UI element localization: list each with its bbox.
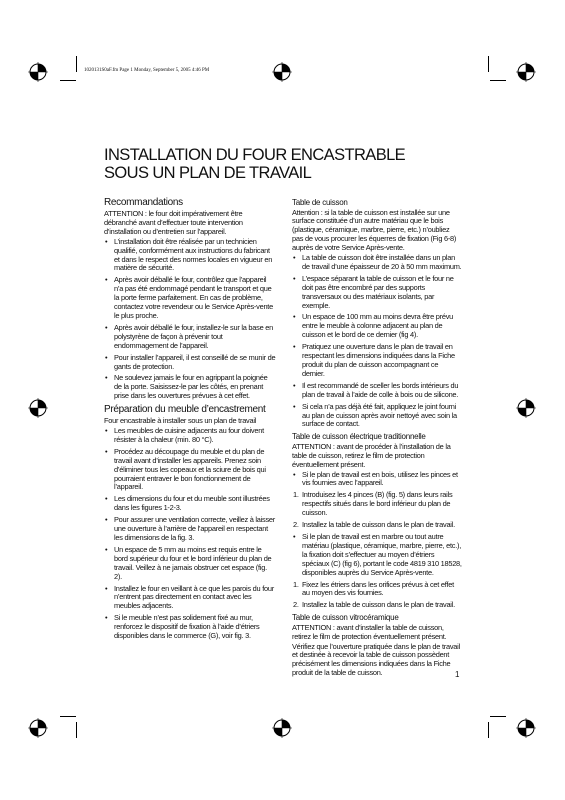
section-heading-recommandations: Recommandations — [104, 197, 183, 208]
section-heading-vitroceramique: Table de cuisson vitrocéramique — [292, 613, 399, 623]
crop-mark — [76, 722, 77, 738]
step-item: 1. Introduisez les 4 pinces (B) (fig. 5) dans leurs rails respectifs situés dans le bord inférieur du plan de cuisson. — [293, 490, 453, 518]
list-item: • Les meubles de cuisine adjacents au four doivent résister à la chaleur (min. 80 °C). — [105, 426, 264, 444]
electrique-bullet-list — [292, 471, 462, 489]
list-item: • L’espace séparant la table de cuisson et le four ne doit pas être encombré par des supports transversaux ou des matériaux isolants, par exemple. — [293, 273, 454, 310]
registration-mark-icon — [516, 398, 536, 418]
preparation-list — [104, 427, 276, 641]
list-item: • Les dimensions du four et du meuble sont illustrées dans les figures 1-2-3. — [105, 494, 270, 513]
crop-mark — [488, 722, 489, 738]
list-item: • Procédez au découpage du meuble et du plan de travail avant d’installer les appareils. Prenez soin d’éliminer tous les copeaux et la sciure de bois qui pourraient entraver le bon fonctionnement de l’appareil. — [105, 446, 266, 492]
recommandations-list — [104, 238, 276, 401]
crop-mark — [488, 56, 489, 72]
list-item: • Pour assurer une ventilation correcte, veillez à laisser une ouverture à l’arrière de l’appareil en respectant les dimensions de la fig. 3. — [105, 515, 275, 542]
crop-mark — [76, 56, 77, 72]
crop-mark — [60, 716, 76, 717]
section-heading-table-cuisson: Table de cuisson — [292, 198, 348, 207]
registration-mark-icon — [28, 62, 48, 82]
list-item: • L’installation doit être réalisée par un technicien qualifié, conformément aux instructions du fabricant et dans le respect des normes locales en vigueur en matière de sécurité. — [105, 236, 273, 273]
list-item: • La table de cuisson doit être installée dans un plan de travail d’une épaisseur de 20 à 50 mm maximum. — [293, 253, 462, 271]
electrique-bullet-list-2 — [292, 533, 462, 578]
list-item: • Après avoir déballé le four, contrôlez que l’appareil n’a pas été endommagé pendant le transport et que la porte ferme parfaitement. En cas de problème, contactez votre revendeur ou le Service Après-vente le plus proche. — [105, 275, 273, 320]
registration-mark-icon — [516, 718, 536, 738]
list-item: • Si le plan de travail est en marbre ou tout autre matériau (plastique, céramique, marbre, pierre, etc.), la fixation doit s’effectuer au moyen d’étriers spéciaux (C) (fig 6), portant le code 4819 310 18528, disponibles auprès du Service Après-vente. — [293, 532, 462, 577]
registration-mark-icon — [272, 718, 292, 738]
electrique-steps-1 — [292, 491, 462, 530]
list-item: • Si le plan de travail est en bois, utilisez les pinces et vis fournies avec l’appareil. — [293, 469, 458, 488]
section-heading-preparation: Préparation du meuble d’encastrement — [104, 404, 266, 416]
print-header: 1020131S0aF.fm Page 1 Monday, September 5, 2005 4:46 PM — [84, 68, 210, 73]
list-item: • Ne soulevez jamais le four en agrippant la poignée de la porte. Saisissez-le par les côtés, en prenant prise dans les ouvertures prévues à cet effet. — [105, 373, 268, 401]
preparation-intro: Four encastrable à installer sous un plan de travail — [104, 416, 257, 426]
list-item: • Un espace de 5 mm au moins est requis entre le bord supérieur du four et le bord inférieur du plan de travail. Veillez à ne jamais obstruer cet espace (fig. 2). — [105, 544, 272, 581]
vitroceramique-intro: ATTENTION : avant d’installer la table de cuisson, retirez le film de protection éventuellement présent. — [292, 622, 447, 641]
step-item: 2. Installez la table de cuisson dans le plan de travail. — [293, 600, 455, 610]
crop-mark — [60, 80, 76, 81]
list-item: • Il est recommandé de sceller les bords intérieurs du plan de travail à l’aide de colle à bois ou de silicone. — [293, 380, 459, 399]
list-item: • Après avoir déballé le four, installez-le sur la base en polystyrène de façon à prévenir tout endommagement de l’appareil. — [105, 322, 273, 350]
list-item: • Un espace de 100 mm au moins devra être prévu entre le meuble à colonne adjacent au plan de cuisson et le bord de ce dernier (fig 4). — [293, 312, 454, 340]
table-cuisson-list — [292, 254, 462, 429]
title-line-2: SOUS UN PLAN DE TRAVAIL — [104, 164, 312, 182]
registration-mark-icon — [272, 62, 292, 82]
list-item: • Pratiquez une ouverture dans le plan de travail en respectant les dimensions indiquées dans la Fiche produit du plan de cuisson accompagnant ce dernier. — [293, 342, 455, 378]
electrique-steps-2 — [292, 581, 462, 611]
list-item: • Installez le four en veillant à ce que les parois du four n’entrent pas directement en contact avec les meubles adjacents. — [105, 583, 274, 611]
step-item: 1. Fixez les étriers dans les orifices prévus à cet effet au moyen des vis fournies. — [293, 579, 454, 598]
right-column — [292, 197, 462, 679]
crop-mark — [490, 80, 506, 81]
registration-mark-icon — [28, 718, 48, 738]
list-item: • Pour installer l’appareil, il est conseillé de se munir de gants de protection. — [105, 352, 276, 371]
page-title — [104, 146, 405, 182]
list-item: • Si cela n’a pas déjà été fait, appliquez le joint fourni au plan de cuisson après avoir nettoyé avec soin la surface de contact. — [293, 401, 457, 429]
recommandations-intro: ATTENTION : le four doit impérativement être débranché avant d’effectuer toute intervention d’installation ou d’entretien sur l’appareil. — [104, 209, 243, 236]
page-number: 1 — [455, 670, 460, 679]
title-line-1: INSTALLATION DU FOUR ENCASTRABLE — [104, 146, 406, 164]
registration-mark-icon — [516, 62, 536, 82]
registration-mark-icon — [28, 398, 48, 418]
vitroceramique-text: Vérifiez que l’ouverture pratiquée dans le plan de travail et destinée à recevoir la table de cuisson possèdent précisément les dimensions indiquées dans la Fiche produit de la table de cuisson. — [292, 641, 460, 678]
crop-mark — [490, 716, 506, 717]
section-heading-electrique: Table de cuisson électrique traditionnelle — [292, 432, 426, 442]
table-cuisson-intro: Attention : si la table de cuisson est installée sur une surface constituée d’un autre matériau que le bois (plastique, céramique, marbre, pierre, etc.) n’oubliez pas de vous procurer les équerres de fixation (Fig 6-8) auprès de votre Service Après-vente. — [292, 207, 457, 253]
left-column — [104, 197, 276, 644]
electrique-intro: ATTENTION : avant de procéder à l’installation de la table de cuisson, retirez le film de protection éventuellement présent. — [292, 441, 451, 469]
step-item: 2. Installez la table de cuisson dans le plan de travail. — [293, 520, 455, 530]
list-item: • Si le meuble n’est pas solidement fixé au mur, renforcez le dispositif de fixation à l’aide d’étriers disponibles dans le commerce (G), voir fig. 3. — [105, 613, 260, 641]
